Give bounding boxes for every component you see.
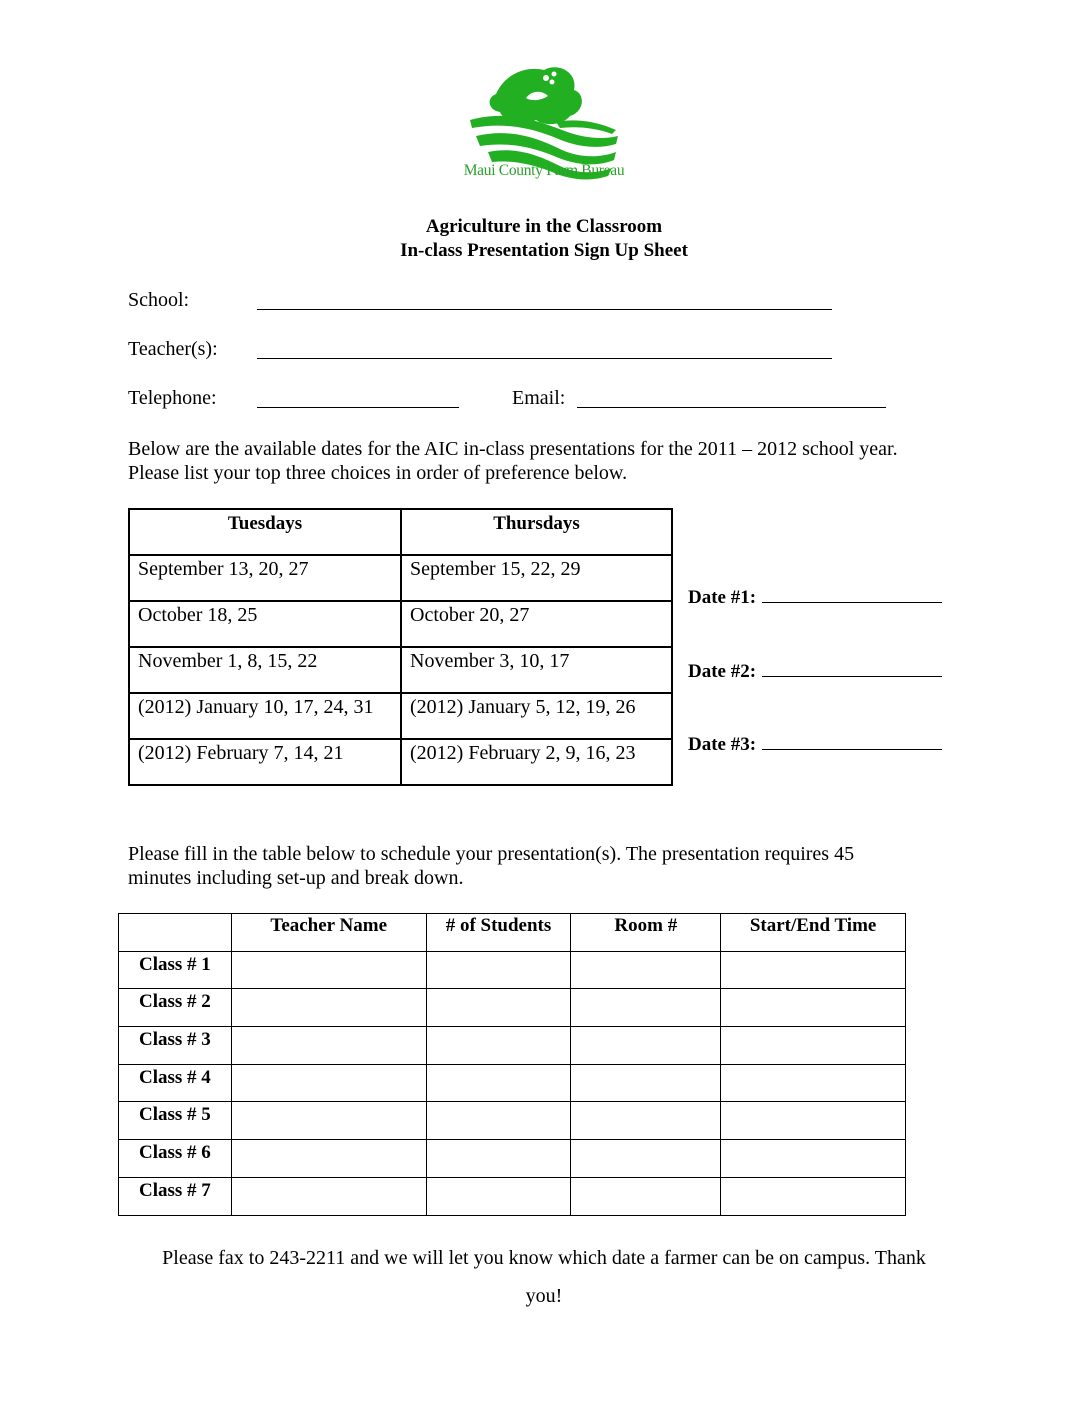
table-row (119, 951, 906, 989)
header-num-students: # of Students (426, 914, 571, 952)
date-choice-1 (688, 584, 942, 609)
time-cell[interactable] (721, 989, 906, 1027)
date-choice-label: Date #2: (688, 661, 757, 682)
tuesday-dates: September 13, 20, 27 (129, 555, 401, 601)
teacher-name-cell[interactable] (231, 1102, 426, 1140)
header-blank (119, 914, 232, 952)
title-line-1: Agriculture in the Classroom (425, 216, 663, 237)
table-row (129, 693, 672, 739)
school-label: School: (128, 289, 190, 311)
school-field[interactable] (257, 309, 832, 310)
time-cell[interactable] (721, 1064, 906, 1102)
date-choice-label: Date #3: (688, 734, 757, 755)
students-cell[interactable] (426, 1102, 571, 1140)
schedule-table (118, 913, 906, 1216)
time-cell[interactable] (721, 1027, 906, 1065)
dates-header-row (129, 509, 672, 555)
time-cell[interactable] (721, 1177, 906, 1215)
room-cell[interactable] (571, 951, 721, 989)
students-cell[interactable] (426, 1177, 571, 1215)
email-field[interactable] (577, 407, 886, 408)
teacher-name-cell[interactable] (231, 1177, 426, 1215)
table-row (119, 1140, 906, 1178)
room-cell[interactable] (571, 989, 721, 1027)
date-choice-3 (688, 731, 942, 756)
header-teacher-name: Teacher Name (231, 914, 426, 952)
email-label: Email: (512, 387, 566, 409)
students-cell[interactable] (426, 989, 571, 1027)
date-choice-label: Date #1: (688, 587, 757, 608)
thursday-dates: November 3, 10, 17 (401, 647, 672, 693)
table-row (119, 1064, 906, 1102)
class-label: Class # 6 (119, 1140, 232, 1178)
table-row (119, 1027, 906, 1065)
students-cell[interactable] (426, 1064, 571, 1102)
time-cell[interactable] (721, 1102, 906, 1140)
header-start-end-time: Start/End Time (721, 914, 906, 952)
telephone-label: Telephone: (128, 387, 217, 409)
intro-line-1: Below are the available dates for the AIC in-class presentations for the 2011 – 2012 school year. (128, 438, 898, 460)
students-cell[interactable] (426, 1140, 571, 1178)
footer-line-2: you! (525, 1285, 563, 1307)
thursday-dates: September 15, 22, 29 (401, 555, 672, 601)
students-cell[interactable] (426, 1027, 571, 1065)
students-cell[interactable] (426, 951, 571, 989)
logo-text: Maui County Farm Bureau (463, 162, 625, 179)
teacher-field[interactable] (257, 358, 832, 359)
telephone-field[interactable] (257, 407, 459, 408)
room-cell[interactable] (571, 1102, 721, 1140)
table-row (119, 1102, 906, 1140)
room-cell[interactable] (571, 1027, 721, 1065)
header-room: Room # (571, 914, 721, 952)
class-label: Class # 2 (119, 989, 232, 1027)
teacher-name-cell[interactable] (231, 1027, 426, 1065)
intro-line-2: Please list your top three choices in order of preference below. (128, 462, 628, 484)
title-line-2: In-class Presentation Sign Up Sheet (400, 240, 688, 261)
thursday-dates: (2012) January 5, 12, 19, 26 (401, 693, 672, 739)
room-cell[interactable] (571, 1140, 721, 1178)
time-cell[interactable] (721, 1140, 906, 1178)
date-choice-3-field[interactable] (762, 731, 942, 750)
date-choice-1-field[interactable] (762, 584, 942, 603)
room-cell[interactable] (571, 1177, 721, 1215)
table-row (129, 601, 672, 647)
room-cell[interactable] (571, 1064, 721, 1102)
class-label: Class # 7 (119, 1177, 232, 1215)
class-label: Class # 1 (119, 951, 232, 989)
class-label: Class # 5 (119, 1102, 232, 1140)
thursday-dates: (2012) February 2, 9, 16, 23 (401, 739, 672, 785)
header-thursdays: Thursdays (401, 509, 672, 555)
teacher-label: Teacher(s): (128, 338, 218, 360)
schedule-intro-line-2: minutes including set-up and break down. (128, 867, 464, 889)
class-label: Class # 3 (119, 1027, 232, 1065)
teacher-name-cell[interactable] (231, 1064, 426, 1102)
tuesday-dates: November 1, 8, 15, 22 (129, 647, 401, 693)
date-choice-2-field[interactable] (762, 658, 942, 677)
teacher-name-cell[interactable] (231, 951, 426, 989)
time-cell[interactable] (721, 951, 906, 989)
tuesday-dates: (2012) February 7, 14, 21 (129, 739, 401, 785)
teacher-name-cell[interactable] (231, 989, 426, 1027)
table-row (129, 555, 672, 601)
tuesday-dates: October 18, 25 (129, 601, 401, 647)
table-row (129, 739, 672, 785)
schedule-intro-line-1: Please fill in the table below to schedule your presentation(s). The presentation requires 45 (128, 843, 855, 865)
thursday-dates: October 20, 27 (401, 601, 672, 647)
available-dates-table (128, 508, 673, 786)
date-choice-2 (688, 658, 942, 683)
tuesday-dates: (2012) January 10, 17, 24, 31 (129, 693, 401, 739)
class-label: Class # 4 (119, 1064, 232, 1102)
schedule-header-row (119, 914, 906, 952)
footer-line-1: Please fax to 243-2211 and we will let you know which date a farmer can be on campus. Thank (162, 1247, 926, 1269)
header-tuesdays: Tuesdays (129, 509, 401, 555)
table-row (129, 647, 672, 693)
table-row (119, 1177, 906, 1215)
teacher-name-cell[interactable] (231, 1140, 426, 1178)
table-row (119, 989, 906, 1027)
